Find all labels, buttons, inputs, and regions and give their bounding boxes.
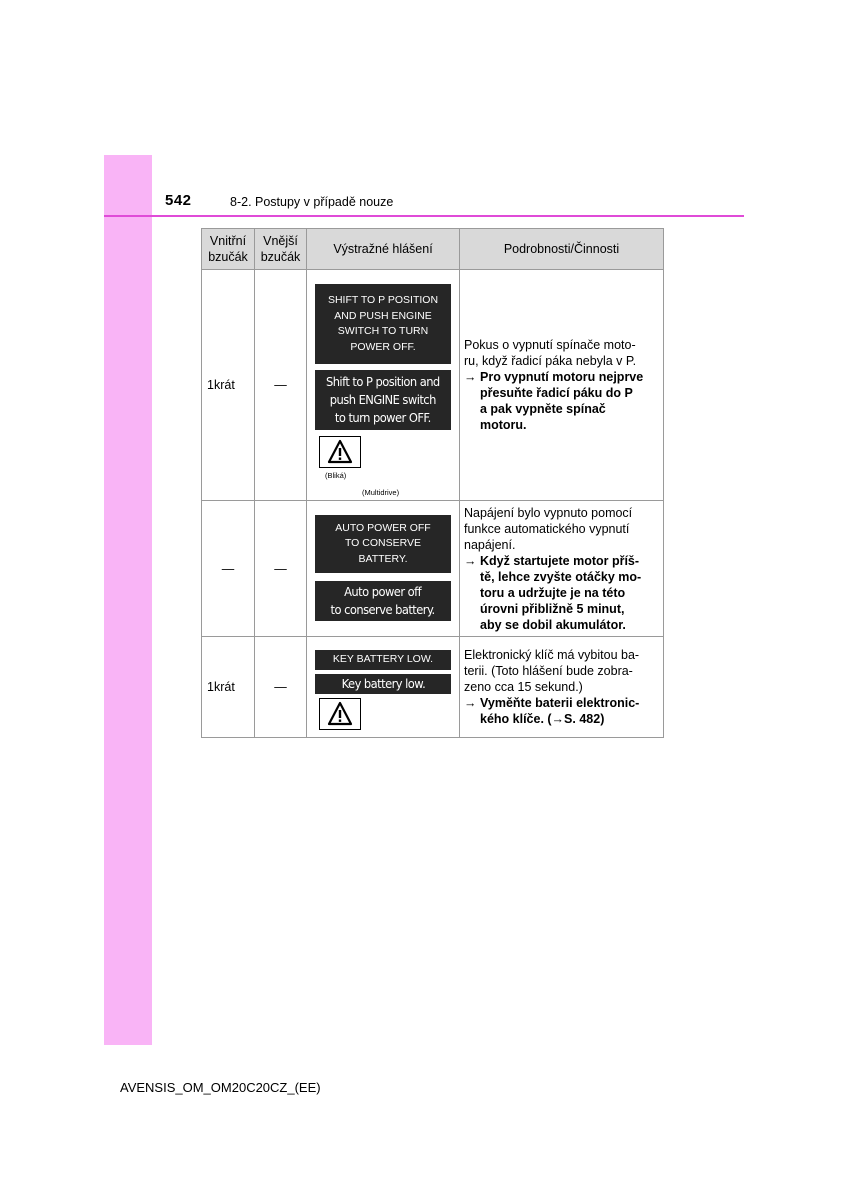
details-cell: Elektronický klíč má vybitou ba- terii. (Toto hlášení bude zobra- zeno cca 15 sekund.) → Vyměňte baterii elektronic- kého klíče. (→S. 482) [460, 637, 664, 738]
message-display-caps: KEY BATTERY LOW. [315, 650, 451, 670]
page-number: 542 [165, 192, 192, 209]
internal-buzzer-cell: 1krát [202, 637, 255, 738]
arrow-icon: → [464, 553, 477, 568]
message-display-multidrive: Shift to P position and push ENGINE switch to turn power OFF. [315, 370, 451, 430]
message-display-caps: AUTO POWER OFF TO CONSERVE BATTERY. [315, 515, 451, 573]
table-row [202, 637, 664, 738]
internal-buzzer-cell: 1krát [202, 270, 255, 501]
arrow-icon: → [464, 696, 477, 710]
warning-message-cell [307, 270, 460, 501]
header-rule [104, 215, 744, 217]
table-header-row [202, 229, 664, 270]
details-cell: Napájení bylo vypnuto pomocí funkce automatického vypnutí napájení. → Když startujete motor příš- tě, lehce zvyšte otáčky mo- toru a udržujte je na této úrovni přibližně 5 minut, aby se dobil akumulátor. [460, 501, 664, 637]
warning-indicator [307, 436, 459, 500]
multidrive-caption: (Multidrive) [362, 488, 400, 497]
header-external-buzzer: Vnější bzučák [255, 229, 307, 270]
header-details: Podrobnosti/Činnosti [460, 229, 664, 270]
document-code: AVENSIS_OM_OM20C20CZ_(EE) [120, 1080, 321, 1095]
warning-triangle-icon [319, 698, 361, 730]
chapter-tab-band [104, 155, 152, 1045]
details-cell: Pokus o vypnutí spínače moto- ru, když řadicí páka nebyla v P. → Pro vypnutí motoru nejprve přesuňte řadicí páku do P a pak vypněte spínač motoru. [460, 270, 664, 501]
arrow-icon: → [464, 370, 477, 384]
external-buzzer-cell: — [255, 501, 307, 637]
warning-triangle-icon [319, 436, 361, 468]
blinking-caption: (Bliká) [325, 471, 347, 480]
message-display-caps: SHIFT TO P POSITION AND PUSH ENGINE SWITCH TO TURN POWER OFF. [315, 284, 451, 364]
table-row [202, 270, 664, 501]
warning-message-cell [307, 501, 460, 637]
warning-table [201, 228, 663, 738]
warning-indicator [307, 698, 459, 734]
external-buzzer-cell: — [255, 637, 307, 738]
header-internal-buzzer: Vnitřní bzučák [202, 229, 255, 270]
warning-message-cell [307, 637, 460, 738]
external-buzzer-cell: — [255, 270, 307, 501]
header-warning-message: Výstražné hlášení [307, 229, 460, 270]
message-display-multidrive: Key battery low. [315, 674, 451, 694]
message-display-multidrive: Auto power off to conserve battery. [315, 581, 451, 621]
section-title: 8-2. Postupy v případě nouze [230, 195, 394, 209]
internal-buzzer-cell: — [202, 501, 255, 637]
table-row [202, 501, 664, 637]
